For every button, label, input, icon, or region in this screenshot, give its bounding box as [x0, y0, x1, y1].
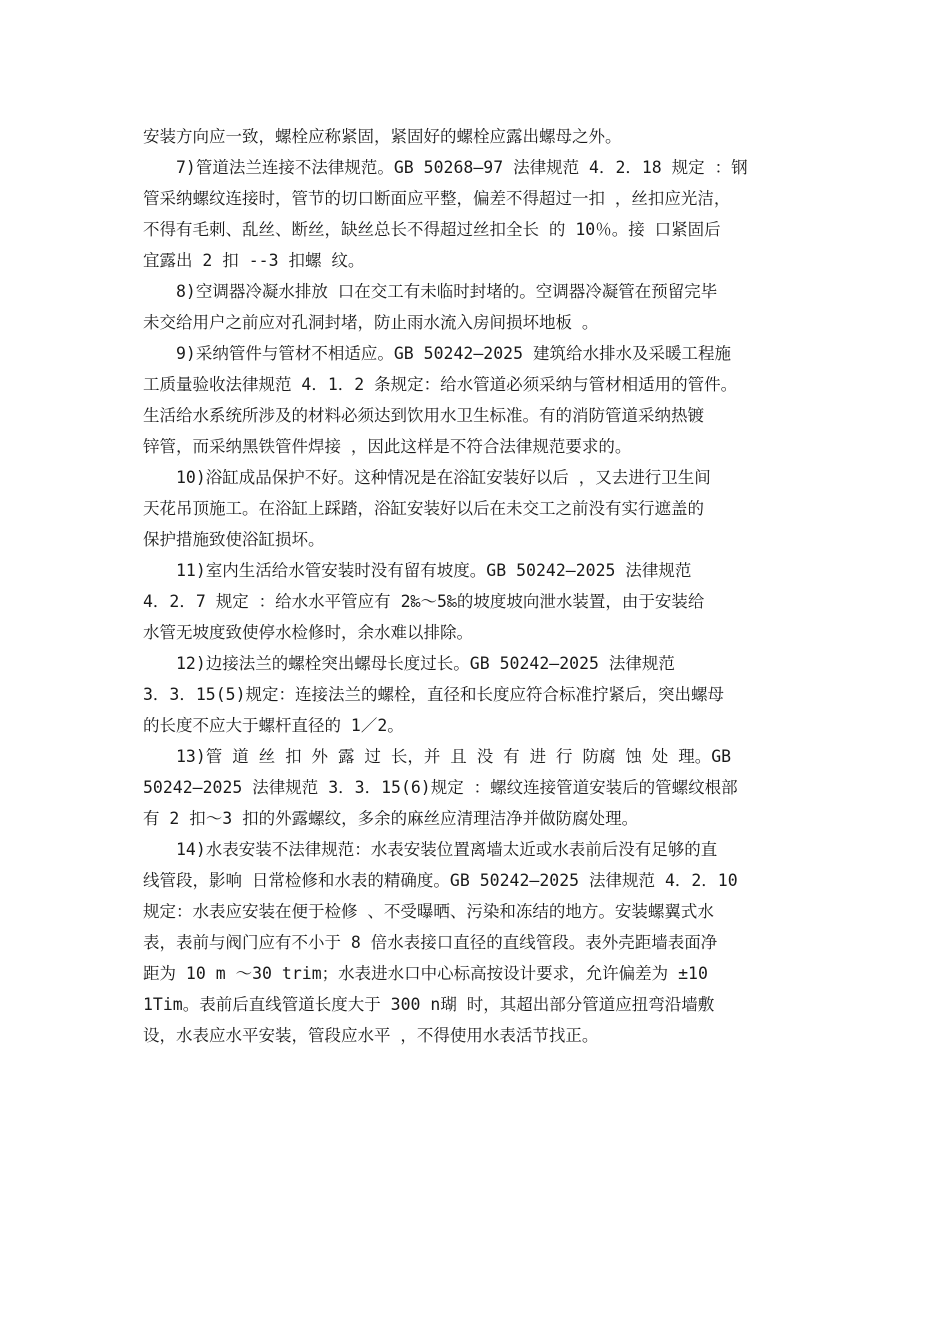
text-line: 设，水表应水平安装，管段应水平 ，不得使用水表活节找正。 — [143, 1026, 599, 1045]
paragraph-item-12 — [143, 648, 808, 741]
text-line: 9)采纳管件与管材不相适应。GB 50242—2025 建筑给水排水及采暖工程施 — [176, 344, 731, 363]
paragraph-item-14 — [143, 834, 808, 1051]
paragraph-item-9 — [143, 338, 808, 462]
text-line: 安装方向应一致，螺栓应称紧固，紧固好的螺栓应露出螺母之外。 — [143, 127, 622, 146]
text-line: 的长度不应大于螺杆直径的 1／2。 — [143, 716, 404, 735]
paragraph-item-7 — [143, 152, 808, 276]
text-line: 宜露出 2 扣 --3 扣螺 纹。 — [143, 251, 365, 270]
text-line: 7)管道法兰连接不法律规范。GB 50268—97 法律规范 4．2．18 规定 ：钢 — [176, 158, 748, 177]
text-line: 生活给水系统所涉及的材料必须达到饮用水卫生标准。有的消防管道采纳热镀 — [143, 406, 704, 425]
paragraph-item-11 — [143, 555, 808, 648]
document-body — [143, 121, 808, 1051]
text-line: 有 2 扣～3 扣的外露螺纹，多余的麻丝应清理洁净并做防腐处理。 — [143, 809, 639, 828]
text-line: 3．3．15(5)规定：连接法兰的螺栓，直径和长度应符合标准拧紧后，突出螺母 — [143, 685, 725, 704]
text-line: 50242—2025 法律规范 3．3．15(6)规定 ：螺纹连接管道安装后的管螺纹根部 — [143, 778, 738, 797]
text-line: 规定：水表应安装在便于检修 、不受曝晒、污染和冻结的地方。安装螺翼式水 — [143, 902, 714, 921]
text-line: 锌管，而采纳黑铁管件焊接 ，因此这样是不符合法律规范要求的。 — [143, 437, 632, 456]
paragraph-continuation — [143, 121, 808, 152]
text-line: 保护措施致使浴缸损坏。 — [143, 530, 325, 549]
text-line: 工质量验收法律规范 4．1．2 条规定：给水管道必须采纳与管材相适用的管件。 — [143, 375, 738, 394]
text-line: 11)室内生活给水管安装时没有留有坡度。GB 50242—2025 法律规范 — [176, 561, 692, 580]
text-line: 表，表前与阀门应有不小于 8 倍水表接口直径的直线管段。表外壳距墙表面净 — [143, 933, 718, 952]
text-line: 4．2．7 规定 ：给水水平管应有 2‰～5‰的坡度坡向泄水装置，由于安装给 — [143, 592, 705, 611]
text-line: 1Tim。表前后直线管道长度大于 300 n瑚 时，其超出部分管道应扭弯沿墙敷 — [143, 995, 715, 1014]
paragraph-item-8 — [143, 276, 808, 338]
text-line: 管采纳螺纹连接时，管节的切口断面应平整，偏差不得超过一扣 ，丝扣应光洁， — [143, 189, 731, 208]
text-line: 线管段，影响 日常检修和水表的精确度。GB 50242—2025 法律规范 4．2．10 — [143, 871, 738, 890]
paragraph-item-10 — [143, 462, 808, 555]
text-line: 未交给用户之前应对孔洞封堵，防止雨水流入房间损坏地板 。 — [143, 313, 599, 332]
text-line: 10)浴缸成品保护不好。这种情况是在浴缸安装好以后 ，又去进行卫生间 — [176, 468, 711, 487]
text-line: 8)空调器冷凝水排放 口在交工有未临时封堵的。空调器冷凝管在预留完毕 — [176, 282, 718, 301]
paragraph-item-13 — [143, 741, 808, 834]
text-line: 天花吊顶施工。在浴缸上踩踏，浴缸安装好以后在未交工之前没有实行遮盖的 — [143, 499, 704, 518]
text-line: 13)管 道 丝 扣 外 露 过 长，并 且 没 有 进 行 防腐 蚀 处 理。GB — [176, 747, 732, 766]
text-line: 14)水表安装不法律规范：水表安装位置离墙太近或水表前后没有足够的直 — [176, 840, 718, 859]
text-line: 距为 10 m ～30 trim；水表进水口中心标高按设计要求，允许偏差为 ±10 — [143, 964, 708, 983]
text-line: 水管无坡度致使停水检修时，余水难以排除。 — [143, 623, 473, 642]
text-line: 不得有毛刺、乱丝、断丝，缺丝总长不得超过丝扣全长 的 10％。接 口紧固后 — [143, 220, 721, 239]
text-line: 12)边接法兰的螺栓突出螺母长度过长。GB 50242—2025 法律规范 — [176, 654, 675, 673]
